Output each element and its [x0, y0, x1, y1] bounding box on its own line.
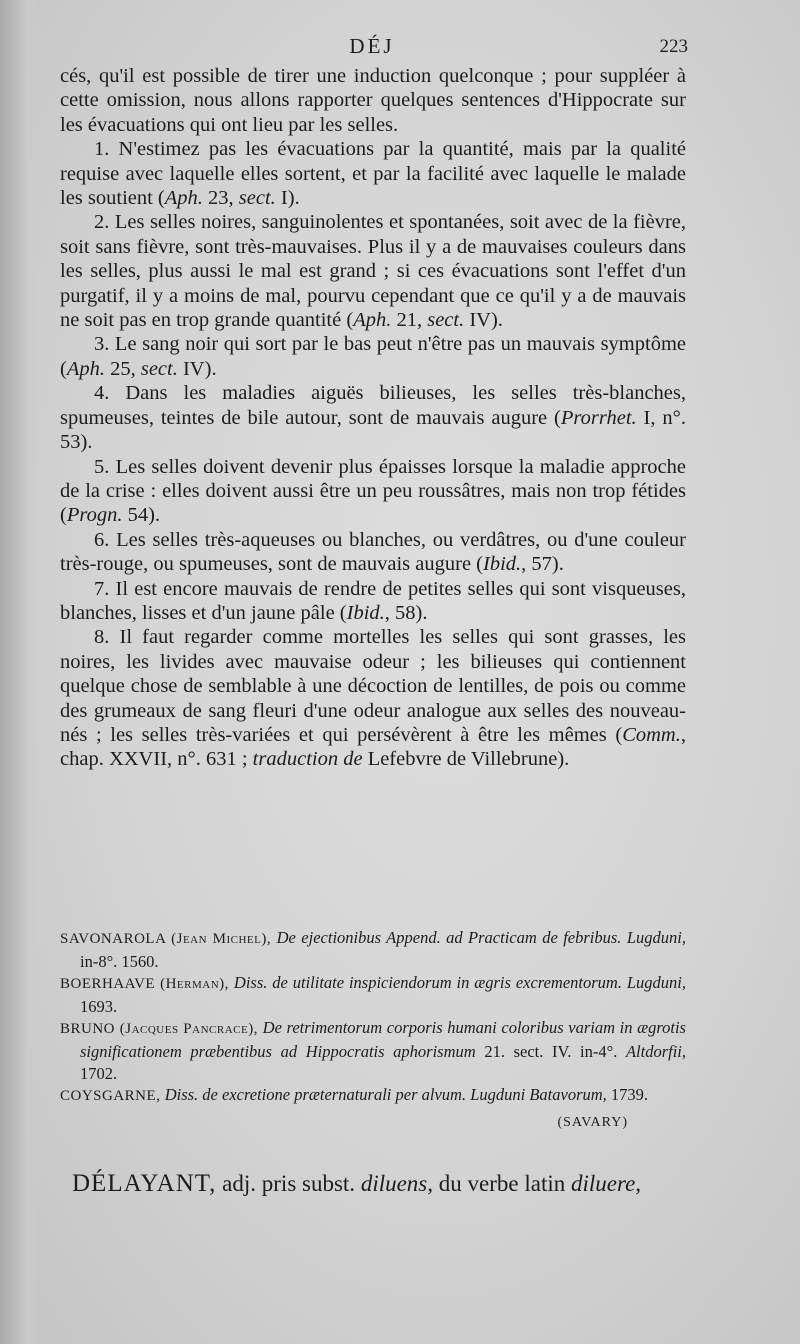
binding-gutter: [0, 0, 40, 1344]
paragraph-text: I, n°. 53).: [60, 406, 686, 454]
reference-details: 1693.: [80, 996, 118, 1016]
running-header: [62, 34, 688, 62]
page-number: 223: [659, 36, 688, 57]
citation-italic: Progn.: [66, 504, 123, 527]
numbered-paragraph: [60, 455, 686, 528]
paragraph-text: 2. Les selles noires, sanguinolentes et spontanées, soit avec de la fièvre, soit sans fièvre, sont très-mauvaises. Plus il y a de mauvaises couleurs dans les selles, plus aussi le mal est grand ; si ces évacuations sont l'effet d'un purgatif, il y a moins de mal, pourvu cependant que ce qu'il y a de mauvais ne soit pas en trop grande quantité (: [60, 211, 686, 332]
citation-italic: traduction de: [252, 748, 363, 771]
paragraph-text: 8. Il faut regarder comme mortelles les selles qui sont grasses, les noires, les livides avec mauvaise odeur ; les bilieuses qui contiennent quelque chose de semblable à une décoction de lentilles, de pois ou comme des grumeaux de sang fleuri d'une odeur analogue aux selles des nouveau-nés ; les selles très-variées et qui persévèrent à être les mêmes (: [60, 626, 686, 746]
paragraph-text: IV).: [177, 357, 217, 380]
paragraph-text: , 57).: [521, 553, 564, 576]
numbered-paragraph: [60, 625, 686, 771]
paragraph-text: 3. Le sang noir qui sort par le bas peut n'être pas un mauvais symptôme (: [60, 333, 686, 380]
reference-place: Altdorfii,: [625, 1041, 686, 1061]
citation-italic: sect.: [140, 357, 178, 380]
paragraph-text: 23,: [202, 187, 239, 210]
reference-title: Diss. de utilitate inspiciendorum in ægris excrementorum. Lugduni,: [233, 973, 686, 993]
continued-paragraph: [60, 64, 686, 137]
reference-title: De retrimentorum corporis humani coloribus variam in ægrotis significationem præbentibus ad Hippocratis aphorismum: [80, 1018, 686, 1061]
paragraph-text: 5. Les selles doivent devenir plus épaisses lorsque la maladie approche de la crise : elles doivent aussi être un peu roussâtres, mais non trop fétides (: [60, 455, 686, 527]
article-body: [60, 64, 686, 772]
paragraph-text: IV).: [464, 309, 503, 332]
citation-italic: sect.: [427, 309, 465, 332]
citation-italic: Ibid.: [483, 553, 522, 576]
reference-year: 1702.: [80, 1063, 118, 1083]
reference-author: COYSGARNE,: [60, 1088, 165, 1105]
next-entry: [72, 1170, 692, 1198]
reference-details: in-8°. 1560.: [80, 951, 159, 971]
entry-latin-1: diluens,: [360, 1171, 434, 1196]
citation-italic: Aph.: [164, 187, 203, 210]
paragraph-text: I).: [275, 187, 300, 210]
paragraph-text: Lefebvre de Villebrune).: [362, 748, 570, 771]
running-head-title: DÉJ: [349, 34, 395, 58]
bibliography: [60, 927, 686, 1108]
numbered-paragraph: [60, 381, 686, 454]
citation-italic: Ibid.: [346, 601, 385, 624]
citation-italic: sect.: [238, 187, 276, 210]
citation-italic: Aph.: [66, 357, 105, 380]
reference-title: Diss. de excretione præternaturali per alvum. Lugduni Batavorum,: [164, 1085, 607, 1105]
author-signature: (SAVARY): [557, 1115, 628, 1130]
reference-entry: [60, 972, 686, 1017]
entry-text-2: du verbe latin: [433, 1171, 571, 1196]
paragraph-text: 25,: [104, 357, 141, 380]
numbered-paragraph: [60, 577, 686, 626]
paragraph-text: 6. Les selles très-aqueuses ou blanches, ou verdâtres, ou d'une couleur très-rouge, ou spumeuses, sont de mauvais augure (: [60, 528, 686, 576]
reference-entry: [60, 1017, 686, 1084]
reference-entry: [60, 927, 686, 972]
numbered-paragraph: [60, 210, 686, 332]
entry-latin-2: diluere,: [570, 1171, 642, 1196]
reference-author: SAVONAROLA (Jean Michel),: [60, 931, 277, 947]
paragraph-text: 54).: [122, 504, 161, 527]
reference-author: BRUNO (Jacques Pancrace),: [60, 1021, 263, 1038]
reference-author: BOERHAAVE (Herman),: [60, 976, 234, 993]
reference-title: De ejectionibus Append. ad Practicam de febribus. Lugduni,: [276, 928, 686, 947]
paragraph-text: 4. Dans les maladies aiguës bilieuses, les selles très-blanches, spumeuses, teintes de bile autour, sont de mauvais augure (: [60, 382, 686, 429]
paragraph-text: , 58).: [384, 601, 428, 624]
paragraph-text: cés, qu'il est possible de tirer une induction quelconque ; pour suppléer à cette omission, nous allons rapporter quelques sentences d'Hippocrate sur les évacuations qui ont lieu par les selles.: [60, 65, 686, 136]
paragraph-text: 21,: [391, 309, 428, 332]
reference-entry: [60, 1084, 686, 1108]
citation-italic: Aph.: [353, 309, 392, 332]
numbered-paragraph: [60, 528, 686, 577]
entry-text-1: adj. pris subst.: [216, 1171, 361, 1196]
paragraph-text: 1. N'estimez pas les évacuations par la quantité, mais par la qualité requise avec laquelle elles sortent, et par la facilité avec laquelle le malade les soutient (: [60, 138, 686, 210]
reference-details: 1739.: [606, 1085, 649, 1105]
citation-italic: Prorrhet.: [560, 406, 637, 429]
paragraph-text: 7. Il est encore mauvais de rendre de petites selles qui sont visqueuses, blanches, lisses et d'un jaune pâle (: [60, 577, 686, 624]
citation-italic: Comm.: [622, 723, 681, 746]
numbered-paragraph: [60, 137, 686, 210]
entry-headword: DÉLAYANT,: [72, 1170, 217, 1197]
numbered-paragraph: [60, 332, 686, 381]
reference-details: 21. sect. IV. in-4°.: [475, 1041, 626, 1061]
paragraph-text: , chap. XXVII, n°. 631 ;: [60, 723, 686, 771]
